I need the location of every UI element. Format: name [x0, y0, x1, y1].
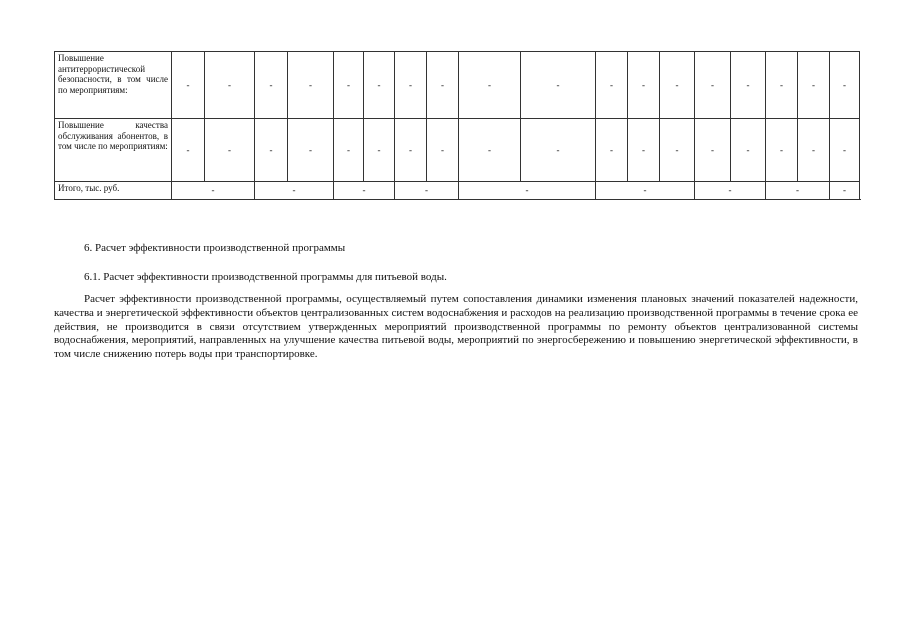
table-cell: -	[766, 52, 798, 119]
expenses-table	[54, 51, 860, 200]
table-cell: -	[459, 52, 521, 119]
table-cell: -	[628, 119, 660, 182]
table-cell: -	[798, 52, 830, 119]
table-cell: -	[172, 182, 255, 200]
table-cell: -	[364, 119, 395, 182]
table-cell: -	[830, 119, 860, 182]
table-cell: -	[205, 119, 255, 182]
body-paragraph: Расчет эффективности производственной программы, осуществляемый путем сопоставления динамики изменения плановых значений показателей надежности, качества и энергетической эффективности объектов централизованных систем водоснабжения и расходов на реализацию производственной программы в течение срока ее действия, не производится в связи отсутствием утвержденных мероприятий производственной программы по ремонту объектов централизованной системы водоснабжения, мероприятий, направленных на улучшение качества питьевой воды, мероприятий по энергосбережению и повышению энергетической эффективности, в том числе снижению потерь воды при транспортировке.	[54, 293, 858, 361]
table-cell: -	[427, 119, 459, 182]
table-cell: -	[695, 52, 731, 119]
table-row	[55, 52, 860, 119]
table-cell: -	[334, 52, 364, 119]
table-cell: -	[364, 52, 395, 119]
table-cell: -	[459, 182, 596, 200]
total-label: Итого, тыс. руб.	[55, 182, 172, 200]
table-cell: -	[459, 119, 521, 182]
table-cell: -	[731, 119, 766, 182]
table-cell: -	[288, 119, 334, 182]
table-cell: -	[766, 182, 830, 200]
row-label: Повышение качества обслуживания абонентов, в том числе по мероприятиям:	[55, 119, 172, 182]
table-row	[55, 119, 860, 182]
table-cell: -	[521, 52, 596, 119]
table-cell: -	[695, 119, 731, 182]
table-cell: -	[660, 119, 695, 182]
table-cell: -	[255, 182, 334, 200]
table-cell: -	[288, 52, 334, 119]
table-cell: -	[766, 119, 798, 182]
table-cell: -	[596, 182, 695, 200]
table-cell: -	[798, 119, 830, 182]
table-cell: -	[660, 52, 695, 119]
table-cell: -	[628, 52, 660, 119]
table-cell: -	[596, 119, 628, 182]
table-cell: -	[172, 52, 205, 119]
table-cell: -	[830, 52, 860, 119]
table-cell: -	[395, 119, 427, 182]
table-cell: -	[427, 52, 459, 119]
table-cell: -	[395, 182, 459, 200]
subsection-heading: 6.1. Расчет эффективности производственной программы для питьевой воды.	[84, 271, 447, 283]
table-cell: -	[830, 182, 860, 200]
table-cell: -	[596, 52, 628, 119]
table-cell: -	[731, 52, 766, 119]
table-total-row	[55, 182, 860, 200]
table-cell: -	[521, 119, 596, 182]
table-cell: -	[205, 52, 255, 119]
row-label: Повышение антитеррористической безопасности, в том числе по мероприятиям:	[55, 52, 172, 119]
table-cell: -	[255, 119, 288, 182]
table-cell: -	[334, 182, 395, 200]
table-cell: -	[695, 182, 766, 200]
table-cell: -	[172, 119, 205, 182]
section-heading: 6. Расчет эффективности производственной программы	[84, 242, 346, 254]
table-cell: -	[255, 52, 288, 119]
table-cell: -	[395, 52, 427, 119]
table-cell: -	[334, 119, 364, 182]
